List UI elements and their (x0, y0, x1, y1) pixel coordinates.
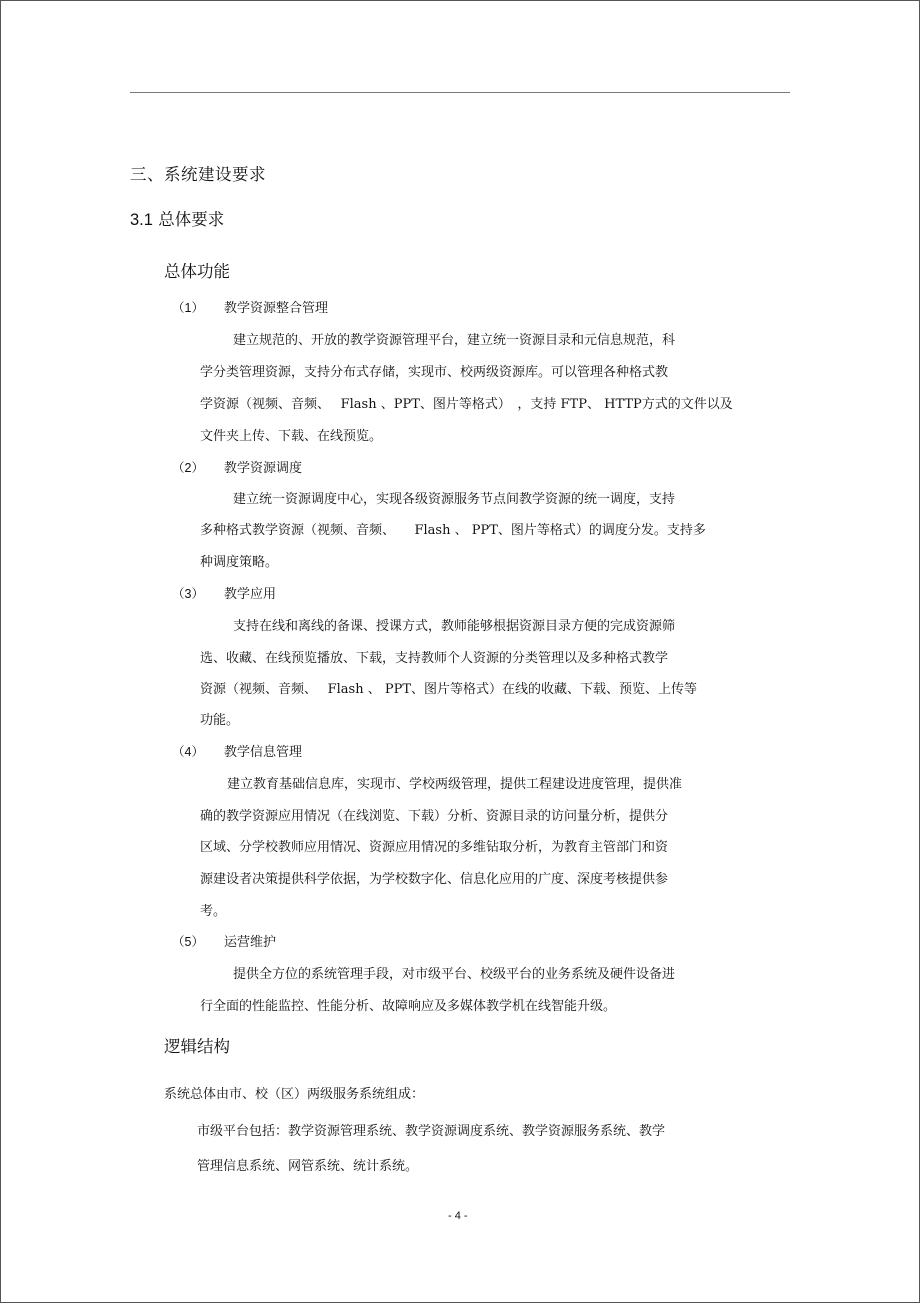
paragraph-line: 行全面的性能监控、性能分析、故障响应及多媒体教学机在线智能升级。 (200, 999, 617, 1014)
item-number: （5） (172, 935, 204, 949)
item-number: （3） (172, 587, 204, 601)
paragraph-line: 支持在线和离线的备课、授课方式，教师能够根据资源目录方便的完成资源筛 (233, 619, 676, 634)
item-title: 教学信息管理 (224, 745, 303, 760)
item-title: 教学资源整合管理 (224, 301, 329, 316)
subsection-title: 总体要求 (158, 210, 225, 229)
paragraph-line: 提供全方位的系统管理手段，对市级平台、校级平台的业务系统及硬件设备进 (233, 967, 676, 982)
subsection-heading (130, 206, 224, 230)
paragraph-line: 选、收藏、在线预览播放、下载，支持教师个人资源的分类管理以及多种格式教学 (200, 651, 669, 666)
item-number: （1） (172, 301, 204, 315)
item-title: 教学应用 (224, 587, 277, 602)
item-title: 教学资源调度 (224, 461, 303, 476)
paragraph-line: 区域、分学校教师应用情况、资源应用情况的多维钻取分析，为教育主管部门和资 (200, 840, 669, 855)
paragraph-line: 确的教学资源应用情况（在线浏览、下载）分析、资源目录的访问量分析，提供分 (200, 809, 669, 824)
paragraph-line: 学资源（视频、音频、 Flash 、PPT、图片等格式） ，支持 FTP、 HTTP方式的文件以及 (200, 397, 733, 412)
item-heading (172, 297, 328, 316)
logic-intro: 系统总体由市、校（区）两级服务系统组成： (164, 1087, 425, 1102)
section-title: 三、系统建设要求 (130, 165, 266, 184)
paragraph-line: 多种格式教学资源（视频、音频、 Flash 、 PPT、图片等格式）的调度分发。支持多 (200, 523, 706, 538)
item-heading (172, 583, 276, 602)
header-rule (130, 92, 790, 93)
item-heading (172, 457, 302, 476)
paragraph-line: 源建设者决策提供科学依据，为学校数字化、信息化应用的广度、深度考核提供参 (200, 872, 669, 887)
item-title: 运营维护 (224, 935, 277, 950)
paragraph-line: 功能。 (200, 713, 240, 728)
item-heading (172, 741, 302, 760)
paragraph-line: 建立统一资源调度中心，实现各级资源服务节点间教学资源的统一调度，支持 (233, 492, 676, 507)
paragraph-line: 种调度策略。 (200, 555, 279, 570)
paragraph-line: 学分类管理资源，支持分布式存储，实现市、校两级资源库。可以管理各种格式教 (200, 365, 669, 380)
paragraph-line: 建立规范的、开放的教学资源管理平台，建立统一资源目录和元信息规范，科 (233, 333, 676, 348)
paragraph-line: 建立教育基础信息库，实现市、学校两级管理，提供工程建设进度管理，提供准 (227, 777, 683, 792)
paragraph-line: 管理信息系统、网管系统、统计系统。 (197, 1159, 419, 1174)
paragraph-line: 资源（视频、音频、 Flash 、 PPT、图片等格式）在线的收藏、下载、预览、上传等 (200, 682, 698, 697)
item-heading (172, 931, 276, 950)
paragraph-line: 考。 (200, 904, 227, 919)
item-number: （2） (172, 461, 204, 475)
logic-structure-heading: 逻辑结构 (164, 1037, 230, 1056)
paragraph-line: 市级平台包括：教学资源管理系统、教学资源调度系统、教学资源服务系统、教学 (197, 1124, 666, 1139)
paragraph-line: 文件夹上传、下载、在线预览。 (200, 429, 383, 444)
item-number: （4） (172, 745, 204, 759)
overall-function-heading: 总体功能 (164, 262, 230, 281)
page-number: - 4 - (448, 1210, 468, 1222)
subsection-number: 3.1 (130, 211, 153, 229)
